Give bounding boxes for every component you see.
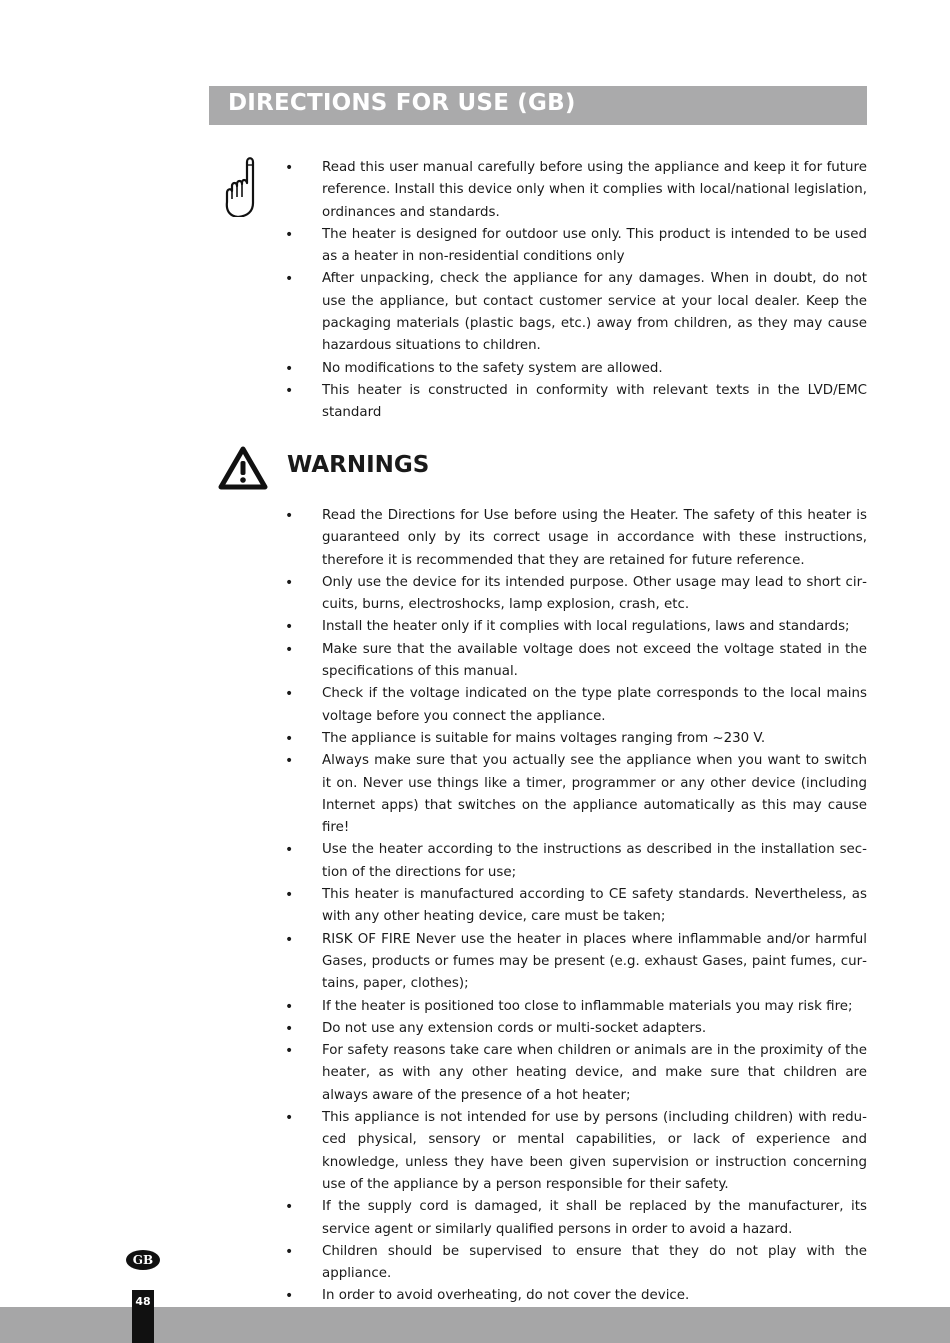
warning-triangle-icon — [218, 446, 268, 490]
list-item: • Read this user manual carefully before using the appliance and keep it for future reference. Install this device only when it complies with local/national legislation, ordinances and standards. — [285, 157, 867, 224]
page-number-tab — [132, 1290, 154, 1343]
list-item: • Install the heater only if it complies with local regulations, laws and standards; — [285, 616, 867, 638]
list-item: • RISK OF FIRE Never use the heater in places where inflammable and/or harmful Gases, products or fumes may be present (e.g. exhaust Gases, paint fumes, curtains, paper, clothes); — [285, 929, 867, 996]
list-item: • This heater is manufactured according to CE safety standards. Nevertheless, as with any other heating device, care must be taken; — [285, 884, 867, 929]
list-item: • If the heater is positioned too close to inflammable materials you may risk fire; — [285, 996, 867, 1018]
list-item: • Use the heater according to the instructions as described in the installation section of the directions for use; — [285, 839, 867, 884]
warnings-list — [285, 505, 867, 1308]
list-item: • Make sure that the available voltage does not exceed the voltage stated in the specifications of this manual. — [285, 639, 867, 684]
list-item: • Only use the device for its intended purpose. Other usage may lead to short circuits, burns, electroshocks, lamp explosion, crash, etc. — [285, 572, 867, 617]
pointing-hand-icon — [222, 155, 258, 217]
list-item: • Read the Directions for Use before using the Heater. The safety of this heater is guaranteed only by its correct usage in accordance with these instructions, therefore it is recommended that they are retained for future reference. — [285, 505, 867, 572]
intro-list — [285, 157, 867, 425]
warnings-heading: WARNINGS — [287, 452, 430, 478]
list-item: • This heater is constructed in conformity with relevant texts in the LVD/EMC standard — [285, 380, 867, 425]
list-item: • After unpacking, check the appliance for any damages. When in doubt, do not use the appliance, but contact customer service at your local dealer. Keep the packaging materials (plastic bags, etc.) away from children, as they may cause hazardous situations to children. — [285, 268, 867, 357]
list-item: • Children should be supervised to ensure that they do not play with the appliance. — [285, 1241, 867, 1286]
page-number: 48 — [135, 1295, 151, 1308]
list-item: • In order to avoid overheating, do not cover the device. — [285, 1285, 867, 1307]
list-item: • If the supply cord is damaged, it shall be replaced by the manufacturer, its service agent or similarly qualified persons in order to avoid a hazard. — [285, 1196, 867, 1241]
list-item: • This appliance is not intended for use by persons (including children) with reduced physical, sensory or mental capabilities, or lack of experience and knowledge, unless they have been given supervision or instruction concerning use of the appliance by a person responsible for their safety. — [285, 1107, 867, 1196]
title-bar — [209, 86, 867, 125]
list-item: • For safety reasons take care when children or animals are in the proximity of the heater, as with any other heating device, and make sure that children are always aware of the presence of a hot heater; — [285, 1040, 867, 1107]
list-item: • Do not use any extension cords or multi-socket adapters. — [285, 1018, 867, 1040]
language-badge: GB — [126, 1250, 160, 1270]
list-item: • Always make sure that you actually see the appliance when you want to switch it on. Never use things like a timer, programmer or any other device (including Internet apps) that switches on the appliance automatically as this may cause fire! — [285, 750, 867, 839]
page-title: DIRECTIONS FOR USE (GB) — [228, 90, 576, 116]
list-item: • The appliance is suitable for mains voltages ranging from ~230 V. — [285, 728, 867, 750]
list-item: • No modifications to the safety system are allowed. — [285, 358, 867, 380]
list-item: • Check if the voltage indicated on the type plate corresponds to the local mains voltage before you connect the appliance. — [285, 683, 867, 728]
list-item: • The heater is designed for outdoor use only. This product is intended to be used as a heater in non-residential conditions only — [285, 224, 867, 269]
